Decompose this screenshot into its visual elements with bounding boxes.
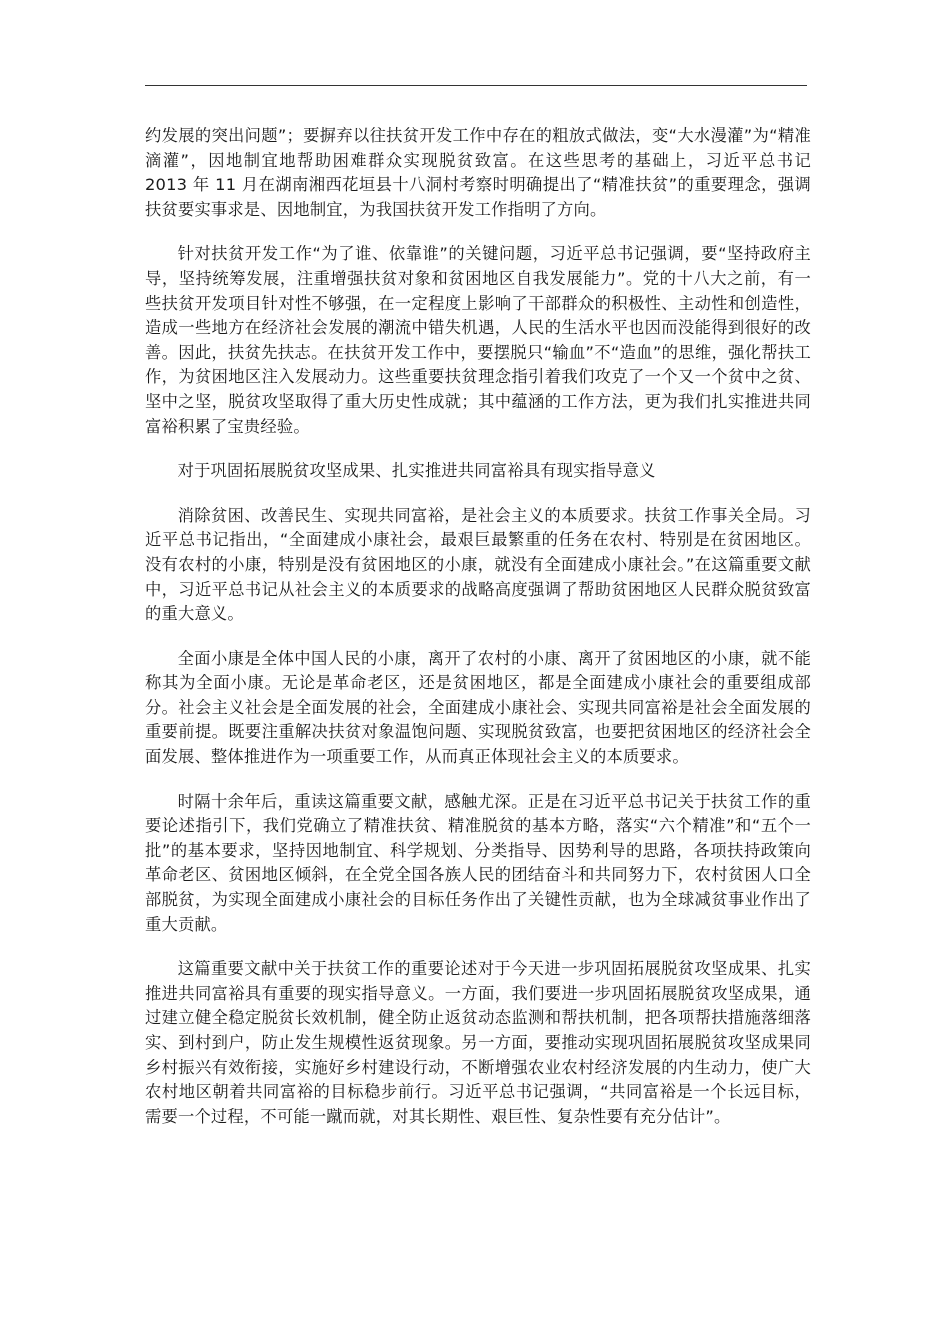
- paragraph-5: 时隔十余年后，重读这篇重要文献，感触尤深。正是在习近平总书记关于扶贫工作的重要论述指引下，我们党确立了精准扶贫、精准脱贫的基本方略，落实“六个精准”和“五个一批”的基本要求，坚持因地制宜、科学规划、分类指导、因势利导的思路，各项扶持政策向革命老区、贫困地区倾斜，在全党全国各族人民的团结奋斗和共同努力下，农村贫困人口全部脱贫，为实现全面建成小康社会的目标任务作出了关键性贡献，也为全球减贫事业作出了重大贡献。: [145, 791, 811, 934]
- paragraph-2: 针对扶贫开发工作“为了谁、依靠谁”的关键问题，习近平总书记强调，要“坚持政府主导，坚持统筹发展，注重增强扶贫对象和贫困地区自我发展能力”。党的十八大之前，有一些扶贫开发项目针对性不够强，在一定程度上影响了干部群众的积极性、主动性和创造性，造成一些地方在经济社会发展的潮流中错失机遇，人民的生活水平也因而没能得到很好的改善。因此，扶贫先扶志。在扶贫开发工作中，要摆脱只“输血”不“造血”的思维，强化帮扶工作，为贫困地区注入发展动力。这些重要扶贫理念指引着我们攻克了一个又一个贫中之贫、坚中之坚，脱贫攻坚取得了重大历史性成就；其中蕴涵的工作方法，更为我们扎实推进共同富裕积累了宝贵经验。: [145, 244, 811, 436]
- paragraph-4: 全面小康是全体中国人民的小康，离开了农村的小康、离开了贫困地区的小康，就不能称其为全面小康。无论是革命老区，还是贫困地区，都是全面建成小康社会的重要组成部分。社会主义社会是全面发展的社会，全面建成小康社会、实现共同富裕是社会全面发展的重要前提。既要注重解决扶贫对象温饱问题、实现脱贫致富，也要把贫困地区的经济社会全面发展、整体推进作为一项重要工作，从而真正体现社会主义的本质要求。: [145, 648, 811, 767]
- section-heading: 对于巩固拓展脱贫攻坚成果、扎实推进共同富裕具有现实指导意义: [177, 461, 656, 481]
- paragraph-3: 消除贫困、改善民生、实现共同富裕，是社会主义的本质要求。扶贫工作事关全局。习近平总书记指出，“全面建成小康社会，最艰巨最繁重的任务在农村、特别是在贫困地区。没有农村的小康，特别是没有贫困地区的小康，就没有全面建成小康社会。”在这篇重要文献中，习近平总书记从社会主义的本质要求的战略高度强调了帮助贫困地区人民群众脱贫致富的重大意义。: [145, 505, 811, 624]
- header-rule: [145, 85, 807, 86]
- article-body: [145, 124, 811, 1149]
- paragraph-1: 约发展的突出问题”；要摒弃以往扶贫开发工作中存在的粗放式做法，变“大水漫灌”为“精准滴灌”，因地制宜地帮助困难群众实现脱贫致富。在这些思考的基础上，习近平总书记 2013 年 11 月在湖南湘西花垣县十八洞村考察时明确提出了“精准扶贫”的重要理念，强调扶贫要实事求是、因地制宜，为我国扶贫开发工作指明了方向。: [145, 126, 811, 219]
- paragraph-6: 这篇重要文献中关于扶贫工作的重要论述对于今天进一步巩固拓展脱贫攻坚成果、扎实推进共同富裕具有重要的现实指导意义。一方面，我们要进一步巩固拓展脱贫攻坚成果，通过建立健全稳定脱贫长效机制，健全防止返贫动态监测和帮扶机制，把各项帮扶措施落细落实、到村到户，防止发生规模性返贫现象。另一方面，要推动实现巩固拓展脱贫攻坚成果同乡村振兴有效衔接，实施好乡村建设行动，不断增强农业农村经济发展的内生动力，使广大农村地区朝着共同富裕的目标稳步前行。习近平总书记强调，“共同富裕是一个长远目标，需要一个过程，不可能一蹴而就，对其长期性、艰巨性、复杂性要有充分估计”。: [145, 959, 811, 1126]
